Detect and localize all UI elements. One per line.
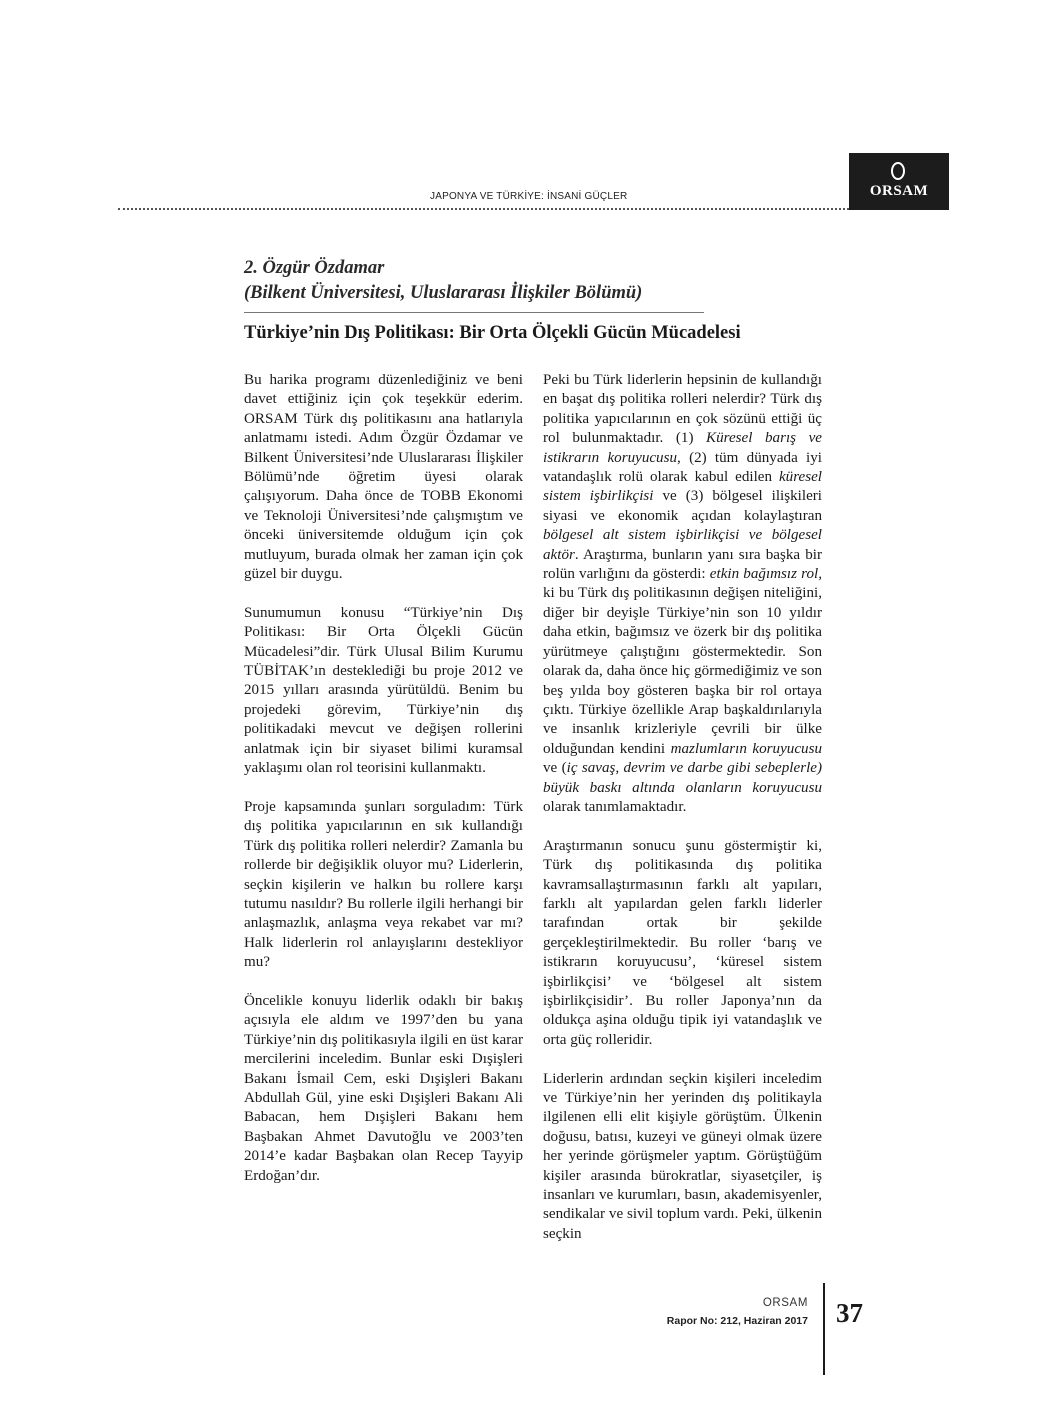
paragraph: Liderlerin ardından seçkin kişileri inceledim ve Türkiye’nin her yerinden dış politikayla ilgilenen elli elit kişiyle görüştüm. Ülkenin doğusu, batısı, kuzeyi ve güneyi olmak üzere her yerinde görüşmeler yaptım. Görüştüğüm kişiler arasında bürokratlar, siyasetçiler, iş insanları ve kurumları, basın, akademisyenler, sendikalar ve sivil toplum vardı. Peki, ülkenin seçkin — [543, 1070, 822, 1242]
left-column — [244, 371, 523, 1186]
paragraph: Sunumumun konusu “Türkiye’nin Dış Politikası: Bir Orta Ölçekli Gücün Mücadelesi”dir. Türk Ulusal Bilim Kurumu TÜBİTAK’ın desteklediği bu proje 2012 ve 2015 yılları arasında yürütüldü. Benim bu projedeki görevim, Türkiye’nin dış politikadaki mevcut ve değişen rollerini anlatmak için bir siyaset bilimi kuramsal yaklaşımı olan rol teorisini kullanmaktı. — [244, 604, 523, 777]
text-run: Peki bu Türk liderlerin hepsinin de kullandığı en başat dış politika rolleri nelerdir? Türk dış politika yapıcılarının en çok sözünü ettiği üç rol bulunmaktadır. (1) — [543, 372, 822, 447]
text-run: ve ( — [543, 760, 567, 777]
paragraph: Öncelikle konuyu liderlik odaklı bir bakış açısıyla ele aldım ve 1997’den bu yana Türkiye’nin dış politikasıyla ilgili en üst karar mercilerini inceledim. Bunlar eski Dışişleri Bakanı İsmail Cem, eski Dışişleri Bakanı Abdullah Gül, yine eski Dışişleri Bakanı Ali Babacan, hem Dışişleri Bakanı hem Başbakan Ahmet Davutoğlu ve 2003’ten 2014’e kadar Başbakan olan Recep Tayyip Erdoğan’dır. — [244, 992, 523, 1184]
italic-run: bölgesel alt sistem işbirlikçisi ve bölgesel aktör — [543, 527, 822, 563]
italic-run: mazlumların koruyucusu — [670, 740, 823, 757]
paragraph: Araştırmanın sonucu şunu göstermiştir ki, Türk dış politikasında dış politika kavramsallaştırmasının farklı alt yapıları, farklı alt yapılardan gelen farklı liderler tarafından ortak bir şekilde gerçekleştirilmektedir. Bu roller ‘barış ve istikrarın koruyucusu’, ‘küresel sistem işbirlikçisi’ ve ‘bölgesel alt sistem işbirlikçisidir’. Bu roller Japonya’nın da oldukça aşina olduğu tipik iyi vatandaşlık ve orta güç rolleridir. — [543, 837, 822, 1048]
footer-orsam: ORSAM — [762, 1297, 808, 1309]
footer-rule — [823, 1283, 825, 1375]
text-run: . Araştırma, bunların yanı sıra başka bir rolün varlığını da gösterdi: — [543, 546, 822, 583]
article-title: Türkiye’nin Dış Politikası: Bir Orta Ölçekli Gücün Mücadelesi — [244, 323, 741, 343]
italic-run: iç savaş, devrim ve darbe gibi sebeplerle) büyük baskı altında olanların koruyucusu — [543, 760, 822, 796]
text-run: ki bu Türk dış politikasının değişen niteliğini, diğer bir deyişle Türkiye’nin son 10 yıldır daha etkin, bağımsız ve özerk bir dış politika yürütmeye çalıştığını göstermektedir. Son olarak da, daha önce hiç görmediğimiz ve son beş yılda boy gösteren başka bir rol ortaya çıktı. Türkiye özellikle Arap başkaldırılarıyla ve insanlık krizleriyle çevrili bir ülke olduğundan kendini — [543, 585, 822, 757]
text-run: ve (3) bölgesel ilişkileri siyasi ve ekonomik açıdan kolaylaştıran — [543, 488, 822, 524]
text-run: olarak tanımlamaktadır. — [543, 798, 687, 815]
footer-report: Rapor No: 212, Haziran 2017 — [666, 1315, 808, 1327]
logo-text: ORSAM — [869, 183, 929, 199]
author-affiliation: (Bilkent Üniversitesi, Uluslararası İlişkiler Bölümü) — [244, 283, 643, 303]
author-name: 2. Özgür Özdamar — [244, 258, 385, 278]
italic-run: küresel sistem işbirlikçisi — [543, 469, 822, 505]
italic-run: etkin bağımsız rol, — [709, 566, 822, 583]
right-column — [543, 371, 822, 1244]
running-head: JAPONYA VE TÜRKİYE: İNSANİ GÜÇLER — [430, 191, 628, 202]
header-dotted-rule — [118, 208, 849, 210]
text-run: , (2) tüm dünyada iyi vatandaşlık rolü olarak kabul edilen — [543, 449, 822, 486]
paragraph: Bu harika programı düzenlediğiniz ve beni davet ettiğiniz için çok teşekkür ederim. ORSAM Türk dış politikasını ana hatlarıyla anlatmamı istedi. Adım Özgür Özdamar ve Bilkent Üniversitesi’nde Uluslararası İlişkiler Bölümü’nde öğretim üyesi olarak çalışıyorum. Daha önce de TOBB Ekonomi ve Teknoloji Üniversitesi’nde çalışmıştım ve önceki üniversitemde olduğum için çok mutluyum, burada olmak her zaman için çok güzel bir duygu. — [244, 372, 523, 583]
italic-run: Küresel barış ve istikrarın koruyucusu — [543, 430, 823, 466]
orsam-logo — [849, 153, 949, 210]
page-number: 37 — [836, 1298, 863, 1328]
author-rule — [244, 312, 704, 313]
logo-ring-icon — [891, 162, 905, 180]
paragraph — [543, 371, 822, 817]
paragraph: Proje kapsamında şunları sorguladım: Türk dış politika yapıcılarının en sık kullandığı Türk dış politika rolleri nelerdir? Zamanla bu rollerde bir değişiklik oluyor mu? Liderlerin, seçkin kişilerin ve halkın bu rollere karşı tutumu nasıldır? Bu rollerle ilgili herhangi bir anlaşmazlık, anlaşma veya rekabet var mı? Halk liderlerin rol anlayışlarını destekliyor mu? — [244, 798, 523, 971]
author-block — [244, 256, 724, 306]
